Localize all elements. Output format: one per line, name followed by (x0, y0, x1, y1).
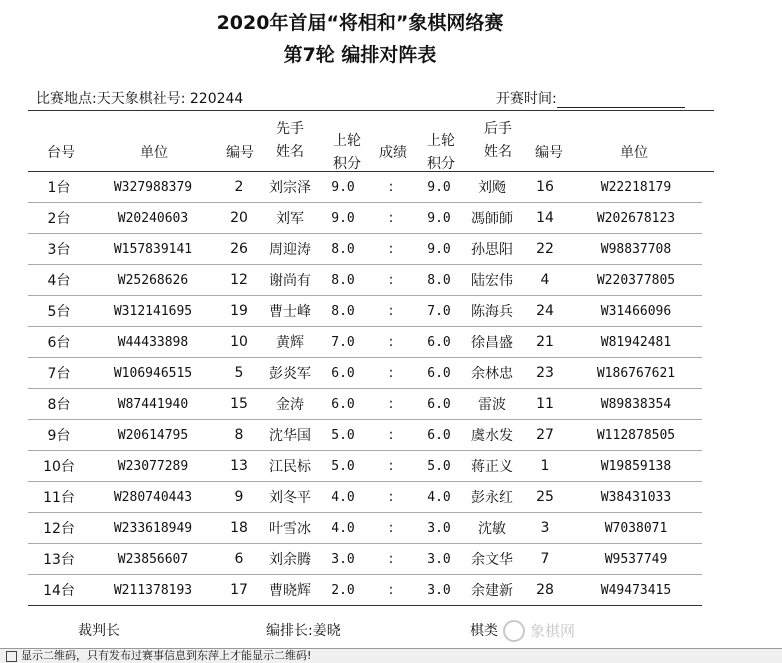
table-no-cell: 14台 (28, 575, 90, 606)
second-name-cell: 馮師師 (464, 203, 520, 234)
first-name-cell: 叶雪冰 (262, 513, 318, 544)
pairing-row (28, 234, 702, 265)
header-number: 编号 (226, 145, 254, 161)
result-cell: : (368, 451, 414, 482)
second-score-cell: 3.0 (414, 513, 464, 544)
start-time (496, 88, 685, 108)
first-unit-cell: W87441940 (90, 389, 216, 420)
second-score-cell: 6.0 (414, 358, 464, 389)
pairing-row (28, 451, 702, 482)
first-number-cell: 9 (216, 482, 262, 513)
footer-extra: 棋类 (470, 623, 498, 639)
first-unit-cell: W25268626 (90, 265, 216, 296)
first-name-cell: 江民标 (262, 451, 318, 482)
second-number-cell: 25 (520, 482, 570, 513)
first-score-cell: 4.0 (318, 482, 368, 513)
first-number-cell: 6 (216, 544, 262, 575)
first-number-cell: 19 (216, 296, 262, 327)
first-name-cell: 刘军 (262, 203, 318, 234)
second-unit-cell: W49473415 (570, 575, 702, 606)
first-score-cell: 2.0 (318, 575, 368, 606)
second-unit-cell: W38431033 (570, 482, 702, 513)
first-name-cell: 刘冬平 (262, 482, 318, 513)
header-prev-score-2-line1: 上轮 (427, 133, 455, 149)
header-result: 成绩 (379, 145, 407, 161)
header-second-name: 姓名 (484, 144, 512, 160)
header-prev-score-1 (322, 130, 372, 176)
pairing-row (28, 575, 702, 606)
first-unit-cell: W23856607 (90, 544, 216, 575)
table-no-cell: 10台 (28, 451, 90, 482)
result-cell: : (368, 265, 414, 296)
first-name-cell: 彭炎军 (262, 358, 318, 389)
header-table-no: 台号 (47, 145, 75, 161)
first-unit-cell: W23077289 (90, 451, 216, 482)
second-unit-cell: W98837708 (570, 234, 702, 265)
first-number-cell: 5 (216, 358, 262, 389)
pairing-row (28, 327, 702, 358)
table-no-cell: 12台 (28, 513, 90, 544)
second-score-cell: 9.0 (414, 172, 464, 203)
second-number-cell: 24 (520, 296, 570, 327)
second-score-cell: 8.0 (414, 265, 464, 296)
start-time-label: 开赛时间: (496, 91, 557, 107)
second-score-cell: 4.0 (414, 482, 464, 513)
result-cell: : (368, 513, 414, 544)
first-number-cell: 12 (216, 265, 262, 296)
result-cell: : (368, 234, 414, 265)
first-number-cell: 17 (216, 575, 262, 606)
first-score-cell: 9.0 (318, 203, 368, 234)
second-number-cell: 1 (520, 451, 570, 482)
table-no-cell: 4台 (28, 265, 90, 296)
second-unit-cell: W22218179 (570, 172, 702, 203)
pairing-row (28, 420, 702, 451)
venue-info: 比赛地点:天天象棋社号: 220244 (36, 91, 244, 107)
second-score-cell: 3.0 (414, 575, 464, 606)
second-score-cell: 6.0 (414, 389, 464, 420)
result-cell: : (368, 203, 414, 234)
first-score-cell: 5.0 (318, 420, 368, 451)
first-score-cell: 5.0 (318, 451, 368, 482)
second-number-cell: 28 (520, 575, 570, 606)
watermark-text: 象棋网 (530, 622, 576, 640)
second-unit-cell: W31466096 (570, 296, 702, 327)
pairing-row (28, 358, 702, 389)
pairing-row (28, 203, 702, 234)
table-no-cell: 13台 (28, 544, 90, 575)
header-second-player (470, 118, 526, 164)
second-name-cell: 陆宏伟 (464, 265, 520, 296)
second-name-cell: 雷波 (464, 389, 520, 420)
header-first-group: 先手 (276, 121, 304, 137)
pairing-row (28, 265, 702, 296)
first-name-cell: 金涛 (262, 389, 318, 420)
table-no-cell: 8台 (28, 389, 90, 420)
table-no-cell: 7台 (28, 358, 90, 389)
first-number-cell: 8 (216, 420, 262, 451)
second-unit-cell: W7038071 (570, 513, 702, 544)
first-score-cell: 7.0 (318, 327, 368, 358)
result-cell: : (368, 575, 414, 606)
table-no-cell: 2台 (28, 203, 90, 234)
first-score-cell: 4.0 (318, 513, 368, 544)
first-score-cell: 8.0 (318, 234, 368, 265)
result-cell: : (368, 296, 414, 327)
watermark-logo (500, 618, 700, 644)
second-unit-cell: W112878505 (570, 420, 702, 451)
header-prev-score-2-line2: 积分 (427, 156, 455, 172)
header-unit: 单位 (140, 145, 168, 161)
start-time-blank (557, 93, 685, 108)
show-qrcode-checkbox[interactable] (6, 651, 17, 662)
second-number-cell: 7 (520, 544, 570, 575)
first-name-cell: 黄辉 (262, 327, 318, 358)
first-unit-cell: W280740443 (90, 482, 216, 513)
first-score-cell: 8.0 (318, 296, 368, 327)
status-bar (0, 648, 782, 663)
first-unit-cell: W20614795 (90, 420, 216, 451)
watermark-circle-icon (504, 621, 524, 641)
first-unit-cell: W157839141 (90, 234, 216, 265)
table-no-cell: 5台 (28, 296, 90, 327)
result-cell: : (368, 420, 414, 451)
second-number-cell: 14 (520, 203, 570, 234)
header-first-name: 姓名 (276, 144, 304, 160)
result-cell: : (368, 482, 414, 513)
header-prev-score-1-line2: 积分 (333, 156, 361, 172)
second-number-cell: 21 (520, 327, 570, 358)
second-name-cell: 孙思阳 (464, 234, 520, 265)
first-unit-cell: W44433898 (90, 327, 216, 358)
result-cell: : (368, 389, 414, 420)
document-subtitle: 第7轮 编排对阵表 (283, 44, 437, 66)
first-score-cell: 6.0 (318, 358, 368, 389)
second-score-cell: 7.0 (414, 296, 464, 327)
document-title: 2020年首届“将相和”象棋网络赛 (216, 12, 504, 34)
second-unit-cell: W202678123 (570, 203, 702, 234)
first-unit-cell: W312141695 (90, 296, 216, 327)
first-name-cell: 周迎涛 (262, 234, 318, 265)
header-prev-score-1-line1: 上轮 (333, 133, 361, 149)
first-name-cell: 谢尚有 (262, 265, 318, 296)
second-score-cell: 3.0 (414, 544, 464, 575)
second-number-cell: 27 (520, 420, 570, 451)
second-unit-cell: W81942481 (570, 327, 702, 358)
pairing-table (28, 172, 702, 606)
first-score-cell: 9.0 (318, 172, 368, 203)
result-cell: : (368, 172, 414, 203)
first-number-cell: 10 (216, 327, 262, 358)
table-no-cell: 9台 (28, 420, 90, 451)
first-number-cell: 2 (216, 172, 262, 203)
second-name-cell: 刘飏 (464, 172, 520, 203)
second-score-cell: 6.0 (414, 327, 464, 358)
second-unit-cell: W9537749 (570, 544, 702, 575)
first-number-cell: 26 (216, 234, 262, 265)
first-number-cell: 15 (216, 389, 262, 420)
pairing-row (28, 482, 702, 513)
second-name-cell: 陈海兵 (464, 296, 520, 327)
footer-referee: 裁判长 (78, 623, 120, 639)
second-name-cell: 蒋正义 (464, 451, 520, 482)
result-cell: : (368, 358, 414, 389)
second-score-cell: 5.0 (414, 451, 464, 482)
second-number-cell: 16 (520, 172, 570, 203)
first-name-cell: 曹晓辉 (262, 575, 318, 606)
second-unit-cell: W186767621 (570, 358, 702, 389)
status-bar-text: 显示二维码，只有发布过赛事信息到东萍上才能显示二维码! (21, 649, 312, 662)
second-number-cell: 4 (520, 265, 570, 296)
first-score-cell: 6.0 (318, 389, 368, 420)
second-score-cell: 9.0 (414, 234, 464, 265)
first-name-cell: 沈华国 (262, 420, 318, 451)
header-first-player (262, 118, 318, 164)
header-number-2: 编号 (535, 145, 563, 161)
second-name-cell: 彭永红 (464, 482, 520, 513)
second-score-cell: 6.0 (414, 420, 464, 451)
second-unit-cell: W19859138 (570, 451, 702, 482)
second-name-cell: 沈敏 (464, 513, 520, 544)
first-unit-cell: W20240603 (90, 203, 216, 234)
header-unit-2: 单位 (620, 145, 648, 161)
result-cell: : (368, 327, 414, 358)
table-no-cell: 6台 (28, 327, 90, 358)
first-score-cell: 3.0 (318, 544, 368, 575)
table-no-cell: 11台 (28, 482, 90, 513)
first-unit-cell: W233618949 (90, 513, 216, 544)
second-name-cell: 余建新 (464, 575, 520, 606)
second-name-cell: 余林忠 (464, 358, 520, 389)
table-no-cell: 3台 (28, 234, 90, 265)
pairing-row (28, 389, 702, 420)
first-number-cell: 18 (216, 513, 262, 544)
first-unit-cell: W327988379 (90, 172, 216, 203)
result-cell: : (368, 544, 414, 575)
second-name-cell: 余文华 (464, 544, 520, 575)
second-score-cell: 9.0 (414, 203, 464, 234)
first-score-cell: 8.0 (318, 265, 368, 296)
second-unit-cell: W89838354 (570, 389, 702, 420)
second-name-cell: 虞水发 (464, 420, 520, 451)
first-unit-cell: W106946515 (90, 358, 216, 389)
pairing-row (28, 172, 702, 203)
first-name-cell: 刘宗泽 (262, 172, 318, 203)
first-number-cell: 13 (216, 451, 262, 482)
first-name-cell: 刘余腾 (262, 544, 318, 575)
pairing-row (28, 513, 702, 544)
second-number-cell: 3 (520, 513, 570, 544)
pairing-row (28, 296, 702, 327)
header-prev-score-2 (416, 130, 466, 176)
footer-arranger: 编排长:姜晓 (266, 623, 341, 639)
first-number-cell: 20 (216, 203, 262, 234)
header-top-rule (28, 110, 714, 111)
second-number-cell: 22 (520, 234, 570, 265)
table-no-cell: 1台 (28, 172, 90, 203)
second-name-cell: 徐昌盛 (464, 327, 520, 358)
second-number-cell: 11 (520, 389, 570, 420)
first-name-cell: 曹士峰 (262, 296, 318, 327)
pairing-row (28, 544, 702, 575)
second-number-cell: 23 (520, 358, 570, 389)
first-unit-cell: W211378193 (90, 575, 216, 606)
header-second-group: 后手 (484, 121, 512, 137)
second-unit-cell: W220377805 (570, 265, 702, 296)
